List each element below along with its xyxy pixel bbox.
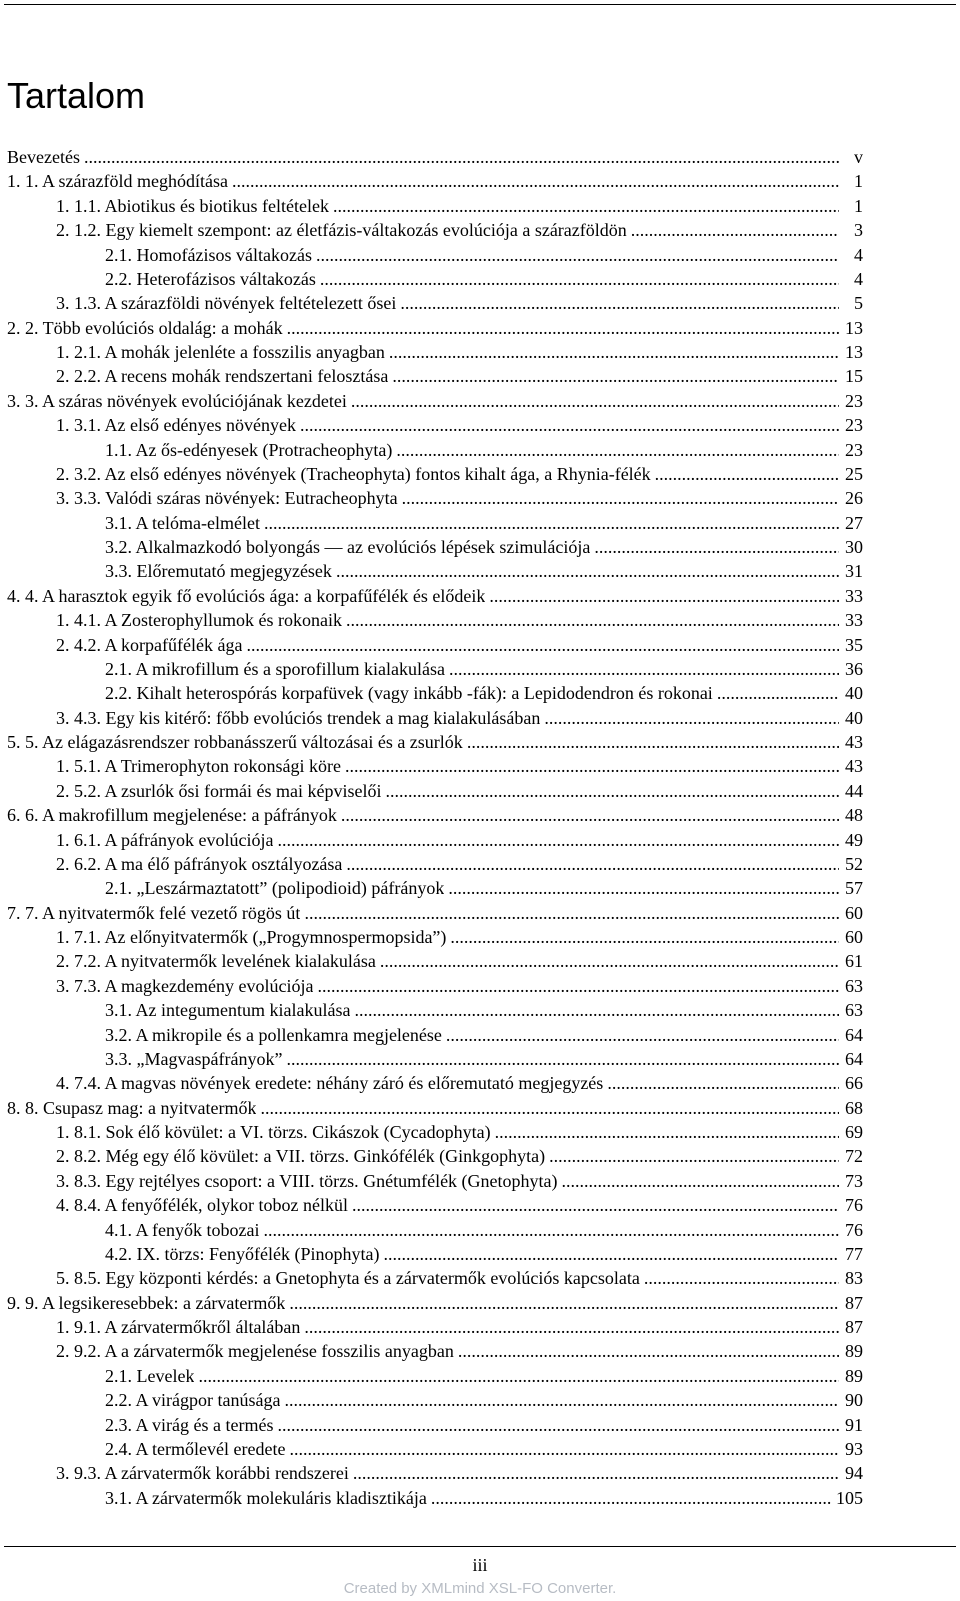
toc-entry-page[interactable]: 33 xyxy=(845,585,863,606)
dot-leader xyxy=(392,364,839,388)
dot-leader xyxy=(277,828,839,852)
toc-entry-title[interactable]: 3.3. Előremutató megjegyzések xyxy=(105,561,332,582)
dot-leader xyxy=(264,511,839,535)
page-number: iii xyxy=(472,1555,488,1575)
toc-entry-page[interactable]: 1 xyxy=(854,171,863,192)
toc-entry-page[interactable]: 105 xyxy=(836,1487,863,1508)
toc-entry-page[interactable]: 43 xyxy=(845,756,863,777)
toc-entry-page[interactable]: 83 xyxy=(845,1268,863,1289)
toc-entry[interactable] xyxy=(7,754,863,778)
toc-entry-page[interactable]: 4 xyxy=(854,268,863,289)
dot-leader xyxy=(277,1413,839,1437)
toc-entry[interactable] xyxy=(7,1096,863,1120)
toc-entry[interactable] xyxy=(7,803,863,827)
dot-leader xyxy=(232,169,839,193)
toc-entry[interactable] xyxy=(7,876,863,900)
toc-entry[interactable] xyxy=(7,852,863,876)
toc-entry-page[interactable]: 57 xyxy=(845,878,863,899)
dot-leader xyxy=(354,998,839,1022)
toc-entry-page[interactable]: 76 xyxy=(845,1219,863,1240)
toc-entry-title[interactable]: 3. 9.3. A zárvatermők korábbi rendszerei xyxy=(56,1463,349,1484)
dot-leader xyxy=(467,730,839,754)
toc-entry-page[interactable]: 31 xyxy=(845,561,863,582)
toc-entry-page[interactable]: 33 xyxy=(845,610,863,631)
dot-leader xyxy=(353,1461,839,1485)
toc-entry-page[interactable]: 23 xyxy=(845,415,863,436)
toc-entry-page[interactable]: 48 xyxy=(845,805,863,826)
toc-entry[interactable] xyxy=(7,779,863,803)
toc-entry[interactable] xyxy=(7,1413,863,1437)
toc-entry-page[interactable]: 49 xyxy=(845,829,863,850)
toc-entry-title[interactable]: 2. 2.2. A recens mohák rendszertani felosztása xyxy=(56,366,389,387)
toc-entry[interactable] xyxy=(7,1120,863,1144)
toc-entry-title[interactable]: 1. 1.1. Abiotikus és biotikus feltételek xyxy=(56,195,329,216)
dot-leader xyxy=(246,633,839,657)
toc-entry-page[interactable]: 76 xyxy=(845,1195,863,1216)
toc-entry-title[interactable]: 6. 6. A makrofillum megjelenése: a páfrányok xyxy=(7,805,337,826)
toc-entry-title[interactable]: 2.2. Heterofázisos váltakozás xyxy=(105,268,316,289)
toc-entry[interactable] xyxy=(7,1291,863,1315)
toc-entry[interactable] xyxy=(7,1315,863,1339)
toc-entry[interactable] xyxy=(7,1218,863,1242)
toc-entry-page[interactable]: 30 xyxy=(845,537,863,557)
toc-entry[interactable] xyxy=(7,438,863,462)
toc-entry-page[interactable]: 63 xyxy=(845,1000,863,1021)
dot-leader xyxy=(300,413,839,437)
toc-entry[interactable] xyxy=(7,267,863,291)
toc-entry-title[interactable]: 5. 8.5. Egy központi kérdés: a Gnetophyta és a zárvatermők evolúciós kapcsolata xyxy=(56,1268,640,1289)
toc-entry[interactable] xyxy=(7,511,863,535)
toc-entry[interactable] xyxy=(7,1023,863,1047)
toc-entry[interactable] xyxy=(7,1047,863,1071)
dot-leader xyxy=(495,1120,839,1144)
toc-entry-title[interactable]: 1.1. Az ős-edényesek (Protracheophyta) xyxy=(105,439,393,460)
toc-entry-title[interactable]: 9. 9. A legsikeresebbek: a zárvatermők xyxy=(7,1292,286,1313)
toc-entry-page[interactable]: 60 xyxy=(845,902,863,923)
toc-entry-page[interactable]: 64 xyxy=(845,1024,863,1045)
toc-entry-page[interactable]: 26 xyxy=(845,488,863,509)
toc-entry-title[interactable]: 3. 3.3. Valódi száras növények: Eutracheophyta xyxy=(56,488,398,509)
dot-leader xyxy=(450,925,839,949)
dot-leader xyxy=(320,267,839,291)
toc-entry-title[interactable]: 1. 6.1. A páfrányok evolúciója xyxy=(56,829,274,850)
dot-leader xyxy=(448,876,839,900)
dot-leader xyxy=(351,389,839,413)
toc-entry-title[interactable]: 3. 1.3. A szárazföldi növények feltételezett ősei xyxy=(56,293,397,314)
dot-leader xyxy=(607,1071,839,1095)
toc-entry-page[interactable]: 1 xyxy=(854,195,863,216)
toc-entry-page[interactable]: 40 xyxy=(845,707,863,728)
dot-leader xyxy=(317,974,839,998)
toc-entry[interactable] xyxy=(7,828,863,852)
toc-entry[interactable] xyxy=(7,1266,863,1290)
toc-entry-title[interactable]: 3. 4.3. Egy kis kitérő: főbb evolúciós trendek a mag kialakulásában xyxy=(56,707,541,728)
toc-entry-title[interactable]: 2.1. „Leszármaztatott” (polipodioid) páfrányok xyxy=(105,878,445,899)
toc-entry-page[interactable]: 94 xyxy=(845,1463,863,1484)
toc-entry[interactable] xyxy=(7,1144,863,1168)
table-of-contents xyxy=(7,145,863,1510)
toc-entry[interactable] xyxy=(7,486,863,510)
toc-entry[interactable] xyxy=(7,1437,863,1461)
toc-entry[interactable] xyxy=(7,1364,863,1388)
toc-entry-page[interactable]: 63 xyxy=(845,975,863,996)
toc-entry-title[interactable]: 8. 8. Csupasz mag: a nyitvatermők xyxy=(7,1097,257,1118)
toc-entry-page[interactable]: 69 xyxy=(845,1122,863,1142)
dot-leader xyxy=(383,1242,839,1266)
toc-entry[interactable] xyxy=(7,145,863,169)
toc-entry-title[interactable]: 4. 8.4. A fenyőfélék, olykor toboz nélkül xyxy=(56,1195,348,1216)
dot-leader xyxy=(458,1339,839,1363)
dot-leader xyxy=(333,194,839,218)
dot-leader xyxy=(346,852,839,876)
toc-entry[interactable] xyxy=(7,1193,863,1217)
toc-entry-title[interactable]: 1. 8.1. Sok élő kövület: a VI. törzs. Cikászok (Cycadophyta) xyxy=(56,1122,491,1142)
toc-entry[interactable] xyxy=(7,706,863,730)
toc-entry-title[interactable]: 2.4. A termőlevél eredete xyxy=(105,1438,286,1459)
toc-entry[interactable] xyxy=(7,608,863,632)
dot-leader xyxy=(446,1023,839,1047)
toc-entry-page[interactable]: 66 xyxy=(845,1073,863,1094)
toc-entry-page[interactable]: 13 xyxy=(845,317,863,338)
dot-leader xyxy=(644,1266,839,1290)
dot-leader xyxy=(198,1364,839,1388)
toc-entry-page[interactable]: 27 xyxy=(845,512,863,533)
toc-entry-title[interactable]: 3. 3. A száras növények evolúciójának kezdetei xyxy=(7,390,347,411)
dot-leader xyxy=(549,1144,839,1168)
toc-entry[interactable] xyxy=(7,218,863,242)
toc-entry[interactable] xyxy=(7,1486,863,1510)
toc-entry-page[interactable]: 3 xyxy=(854,220,863,241)
toc-entry-page[interactable]: 87 xyxy=(845,1317,863,1337)
toc-entry[interactable] xyxy=(7,291,863,315)
dot-leader xyxy=(263,1218,839,1242)
toc-entry-title[interactable]: Bevezetés xyxy=(7,147,80,167)
dot-leader xyxy=(289,1291,839,1315)
dot-leader xyxy=(304,901,839,925)
toc-entry-title[interactable]: 1. 4.1. A Zosterophyllumok és rokonaik xyxy=(56,610,342,631)
toc-entry[interactable] xyxy=(7,364,863,388)
toc-entry-page[interactable]: 44 xyxy=(845,780,863,801)
toc-entry-title[interactable]: 2.1. Homofázisos váltakozás xyxy=(105,244,312,265)
toc-entry[interactable] xyxy=(7,974,863,998)
toc-entry[interactable] xyxy=(7,1339,863,1363)
toc-entry[interactable] xyxy=(7,169,863,193)
toc-entry[interactable] xyxy=(7,243,863,267)
toc-entry-title[interactable]: 3.2. Alkalmazkodó bolyongás — az evolúciós lépések szimulációja xyxy=(105,537,591,557)
toc-entry-title[interactable]: 7. 7. A nyitvatermők felé vezető rögös út xyxy=(7,902,301,923)
toc-entry-title[interactable]: 2. 2. Több evolúciós oldalág: a mohák xyxy=(7,317,283,338)
toc-entry-page[interactable]: v xyxy=(854,147,863,167)
toc-entry-page[interactable]: 77 xyxy=(845,1243,863,1264)
dot-leader xyxy=(655,462,839,486)
toc-entry[interactable] xyxy=(7,194,863,218)
toc-entry[interactable] xyxy=(7,1071,863,1095)
toc-entry-page[interactable]: 25 xyxy=(845,463,863,484)
toc-entry-page[interactable]: 5 xyxy=(854,293,863,314)
toc-entry-page[interactable]: 52 xyxy=(845,853,863,874)
toc-entry[interactable] xyxy=(7,657,863,681)
dot-leader xyxy=(289,1437,839,1461)
toc-entry-page[interactable]: 23 xyxy=(845,390,863,411)
toc-entry-title[interactable]: 1. 3.1. Az első edényes növények xyxy=(56,415,296,436)
toc-entry-page[interactable]: 60 xyxy=(845,927,863,947)
toc-entry-page[interactable]: 89 xyxy=(845,1365,863,1386)
toc-entry[interactable] xyxy=(7,559,863,583)
dot-leader xyxy=(389,340,839,364)
dot-leader xyxy=(304,1315,839,1339)
page-title: Tartalom xyxy=(7,75,146,116)
toc-entry-title[interactable]: 1. 2.1. A mohák jelenléte a fosszilis anyagban xyxy=(56,342,385,362)
toc-entry-page[interactable]: 35 xyxy=(845,634,863,655)
toc-entry[interactable] xyxy=(7,340,863,364)
toc-entry[interactable] xyxy=(7,901,863,925)
toc-entry[interactable] xyxy=(7,730,863,754)
dot-leader xyxy=(286,1047,839,1071)
toc-entry-page[interactable]: 61 xyxy=(845,951,863,972)
toc-entry-page[interactable]: 64 xyxy=(845,1048,863,1069)
toc-entry-page[interactable]: 43 xyxy=(845,732,863,752)
toc-entry-page[interactable]: 73 xyxy=(845,1170,863,1191)
dot-leader xyxy=(631,218,839,242)
toc-entry[interactable] xyxy=(7,584,863,608)
toc-entry-title[interactable]: 2.3. A virág és a termés xyxy=(105,1414,274,1435)
toc-entry-page[interactable]: 40 xyxy=(845,683,863,704)
toc-entry-page[interactable]: 91 xyxy=(845,1414,863,1435)
dot-leader xyxy=(380,949,839,973)
toc-entry-title[interactable]: 2.1. A mikrofillum és a sporofillum kialakulása xyxy=(105,658,445,679)
toc-entry[interactable] xyxy=(7,925,863,949)
dot-leader xyxy=(336,559,839,583)
toc-entry-page[interactable]: 13 xyxy=(845,342,863,362)
toc-entry-title[interactable]: 4. 7.4. A magvas növények eredete: néhány záró és előremutató megjegyzés xyxy=(56,1073,604,1094)
toc-entry[interactable] xyxy=(7,389,863,413)
toc-entry[interactable] xyxy=(7,462,863,486)
toc-entry-page[interactable]: 23 xyxy=(845,439,863,460)
toc-entry-title[interactable]: 3. 7.3. A magkezdemény evolúciója xyxy=(56,975,314,996)
dot-leader xyxy=(449,657,839,681)
toc-entry-title[interactable]: 2. 1.2. Egy kiemelt szempont: az életfázis-váltakozás evolúciója a szárazföldön xyxy=(56,220,627,241)
toc-entry-title[interactable]: 4.1. A fenyők tobozai xyxy=(105,1219,260,1240)
toc-entry[interactable] xyxy=(7,413,863,437)
toc-entry-title[interactable]: 2. 8.2. Még egy élő kövület: a VII. törzs. Ginkófélék (Ginkgophyta) xyxy=(56,1146,546,1167)
toc-entry-title[interactable]: 5. 5. Az elágazásrendszer robbanásszerű változásai és a zsurlók xyxy=(7,732,463,752)
dot-leader xyxy=(400,291,839,315)
toc-entry-title[interactable]: 2. 5.2. A zsurlók ősi formái és mai képviselői xyxy=(56,780,382,801)
dot-leader xyxy=(594,535,839,559)
toc-entry[interactable] xyxy=(7,949,863,973)
dot-leader xyxy=(346,608,839,632)
dot-leader xyxy=(717,681,839,705)
dot-leader xyxy=(396,438,839,462)
toc-entry-title[interactable]: 4. 4. A harasztok egyik fő evolúciós ága: a korpafűfélék és elődeik xyxy=(7,585,486,606)
toc-entry[interactable] xyxy=(7,998,863,1022)
toc-entry-title[interactable]: 2. 3.2. Az első edényes növények (Tracheophyta) fontos kihalt ága, a Rhynia-félék xyxy=(56,463,651,484)
dot-leader xyxy=(431,1486,832,1510)
toc-entry-title[interactable]: 3.1. A telóma-elmélet xyxy=(105,512,260,533)
toc-entry-title[interactable]: 1. 1. A szárazföld meghódítása xyxy=(7,171,228,192)
dot-leader xyxy=(352,1193,839,1217)
toc-entry[interactable] xyxy=(7,316,863,340)
toc-entry-title[interactable]: 1. 5.1. A Trimerophyton rokonsági köre xyxy=(56,756,342,777)
toc-entry-page[interactable]: 4 xyxy=(854,244,863,265)
toc-entry-page[interactable]: 68 xyxy=(845,1097,863,1118)
toc-entry[interactable] xyxy=(7,1461,863,1485)
footer-rule xyxy=(4,1546,956,1547)
dot-leader xyxy=(544,706,839,730)
toc-entry[interactable] xyxy=(7,1388,863,1412)
toc-entry[interactable] xyxy=(7,1169,863,1193)
toc-entry-title[interactable]: 2.1. Levelek xyxy=(105,1365,195,1386)
converter-credit: Created by XMLmind XSL-FO Converter. xyxy=(343,1580,617,1597)
dot-leader xyxy=(402,486,839,510)
toc-entry-page[interactable]: 36 xyxy=(845,658,863,679)
toc-entry-title[interactable]: 1. 9.1. A zárvatermőkről általában xyxy=(56,1317,301,1337)
toc-entry-title[interactable]: 3.3. „Magvaspáfrányok” xyxy=(105,1048,283,1069)
toc-entry-title[interactable]: 3.1. Az integumentum kialakulása xyxy=(105,1000,351,1021)
toc-entry-title[interactable]: 2. 6.2. A ma élő páfrányok osztályozása xyxy=(56,853,343,874)
dot-leader xyxy=(489,584,839,608)
toc-entry-page[interactable]: 15 xyxy=(845,366,863,387)
dot-leader xyxy=(260,1096,839,1120)
toc-entry[interactable] xyxy=(7,633,863,657)
dot-leader xyxy=(316,243,839,267)
toc-entry-page[interactable]: 89 xyxy=(845,1341,863,1362)
toc-entry-title[interactable]: 2.2. Kihalt heterospórás korpafüvek (vagy inkább -fák): a Lepidodendron és rokonai xyxy=(105,683,713,704)
dot-leader xyxy=(84,145,839,169)
dot-leader xyxy=(562,1169,839,1193)
dot-leader xyxy=(287,316,839,340)
dot-leader xyxy=(345,754,839,778)
dot-leader xyxy=(341,803,839,827)
dot-leader xyxy=(385,779,839,803)
toc-entry-title[interactable]: 2. 4.2. A korpafűfélék ága xyxy=(56,634,243,655)
toc-entry-page[interactable]: 90 xyxy=(845,1390,863,1411)
toc-entry-title[interactable]: 3. 8.3. Egy rejtélyes csoport: a VIII. törzs. Gnétumfélék (Gnetophyta) xyxy=(56,1170,558,1191)
toc-entry[interactable] xyxy=(7,1242,863,1266)
toc-entry[interactable] xyxy=(7,535,863,559)
toc-entry-title[interactable]: 3.2. A mikropile és a pollenkamra megjelenése xyxy=(105,1024,442,1045)
toc-entry[interactable] xyxy=(7,681,863,705)
header-rule xyxy=(4,4,956,5)
toc-entry-title[interactable]: 2. 7.2. A nyitvatermők levelének kialakulása xyxy=(56,951,376,972)
dot-leader xyxy=(284,1388,839,1412)
toc-entry-title[interactable]: 4.2. IX. törzs: Fenyőfélék (Pinophyta) xyxy=(105,1243,380,1264)
toc-entry-page[interactable]: 93 xyxy=(845,1438,863,1459)
toc-entry-page[interactable]: 87 xyxy=(845,1292,863,1313)
toc-entry-title[interactable]: 1. 7.1. Az előnyitvatermők („Progymnospermopsida”) xyxy=(56,927,447,947)
toc-entry-page[interactable]: 72 xyxy=(845,1146,863,1167)
toc-entry-title[interactable]: 3.1. A zárvatermők molekuláris kladisztikája xyxy=(105,1487,427,1508)
toc-entry-title[interactable]: 2.2. A virágpor tanúsága xyxy=(105,1390,281,1411)
toc-entry-title[interactable]: 2. 9.2. A a zárvatermők megjelenése fosszilis anyagban xyxy=(56,1341,454,1362)
